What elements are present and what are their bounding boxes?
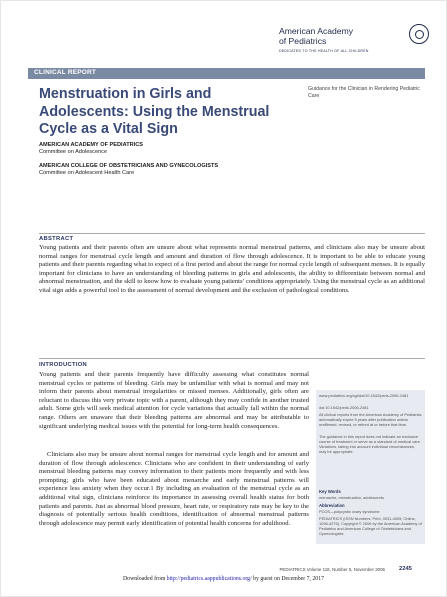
article-sidebar (316, 390, 425, 544)
guidance-note: Guidance for the Clinician in Rendering Pediatric Care (308, 86, 420, 99)
abbreviation: PCOS—polycystic ovary syndrome (319, 509, 380, 514)
aap-logo (279, 24, 429, 60)
article-doi: doi:10.1542/peds.2006-2481 (319, 405, 369, 410)
introduction-paragraph: Clinicians also may be unsure about normal ranges for menstrual cycle length and for amount and duration of flow through adolescence. Clinicians who are confident in their understanding of early menstrual bleeding patterns may convey information to their patients more frequently and with less prompting; girls who have been educated about menarche and early menstrual patterns will experience less anxiety when they occur.1 By including an evaluation of the menstrual cycle as an additional vital sign, clinicians reinforce its importance in assessing overall health status for both patients and parents. Just as abnormal blood pressure, heart rate, or respiratory rate may be key to the diagnosis of potentially serious health conditions, identification of abnormal menstrual patterns through adolescence may permit early identification of potential health concerns for adulthood. (39, 451, 309, 527)
abstract-text: Young patients and their parents often are unsure about what represents normal menstrual patterns, and clinicians also may be unsure about normal ranges for menstrual cycle length and amount and duration of flow through adolescence. It is important to be able to educate young patients and their parents regarding what to expect of a first period and about the range for normal cycle length of subsequent menses. It is equally important for clinicians to have an understanding of bleeding patterns in girls and adolescents, the ability to differentiate between normal and abnormal menstruation, and the skill to know how to evaluate young patients’ conditions appropriately. Using the menstrual cycle as an additional vital sign adds a powerful tool to the assessment of normal development and the exclusion of pathological conditions. (39, 244, 425, 294)
journal-citation: PEDIATRICS Volume 118, Number 5, November 2006 (279, 567, 385, 572)
introduction-heading: INTRODUCTION (39, 362, 88, 368)
author-committee: Committee on Adolescent Health Care (39, 170, 135, 176)
abbreviation-label: Abbreviation (319, 503, 345, 508)
disclaimer: The guidance in this report does not indicate an exclusive course of treatment or serve as a standard of medical care. Variations, taking into account individual circumstances, may be appropriate. (319, 434, 421, 455)
expiry-note: All clinical reports from the American Academy of Pediatrics automatically expire 5 years after publication unless reaffirmed, revised, or retired at or before that time. (319, 412, 422, 428)
publishing-info: PEDIATRICS (ISSN Numbers: Print, 0031-4005; Online, 1098-4275). Copyright © 2006 by the American Academy of Pediatrics and American College of Obstetricians and Gynecologists (319, 516, 422, 537)
aap-org-name (279, 26, 353, 46)
author-org: AMERICAN ACADEMY OF PEDIATRICS (39, 142, 144, 148)
author-block (39, 163, 299, 177)
author-committee: Committee on Adolescence (39, 149, 108, 155)
download-link[interactable]: http://pediatrics.aappublications.org/ (166, 576, 252, 582)
article-title: Menstruation in Girls and Adolescents: Using the Menstrual Cycle as a Vital Sign (39, 86, 270, 137)
download-suffix: by guest on December 7, 2017 (253, 576, 324, 582)
abstract-divider (39, 233, 425, 234)
article-url: www.pediatrics.org/cgi/doi/10.1542/peds.2006-2481 (319, 393, 409, 398)
download-notice (0, 576, 447, 582)
aap-org-name-line1: American Academy (279, 26, 354, 36)
abstract-heading: ABSTRACT (39, 236, 74, 242)
section-bar (28, 68, 425, 79)
aap-seal-icon (409, 24, 429, 44)
author-block (39, 142, 299, 156)
author-org: AMERICAN COLLEGE OF OBSTETRICIANS AND GYNECOLOGISTS (39, 163, 219, 169)
keywords-label: Key Words (319, 489, 341, 494)
page-number: 2245 (399, 566, 412, 572)
download-prefix: Downloaded from (123, 576, 166, 582)
section-label: CLINICAL REPORT (34, 69, 97, 76)
introduction-paragraph: Young patients and their parents frequently have difficulty assessing what constitutes normal menstrual cycles or patterns of bleeding. Girls may be unfamiliar with what is normal and may not inform their parents about menstrual irregularities or missed menses. Additionally, girls often are reluctant to discuss this very private topic with a parent, although they may confide in another trusted adult. Some girls will seek medical attention for cycle variations that actually fall within the normal range. Others are unaware that their bleeding patterns are abnormal and may be attributable to significant underlying medical issues with the potential for long-term health consequences. (39, 371, 309, 430)
aap-org-name-line2: of Pediatrics (279, 36, 327, 46)
aap-tagline: DEDICATED TO THE HEALTH OF ALL CHILDREN (279, 49, 369, 53)
intro-divider (39, 358, 425, 359)
keywords: menarche, menstruation, adolescents (319, 495, 384, 500)
